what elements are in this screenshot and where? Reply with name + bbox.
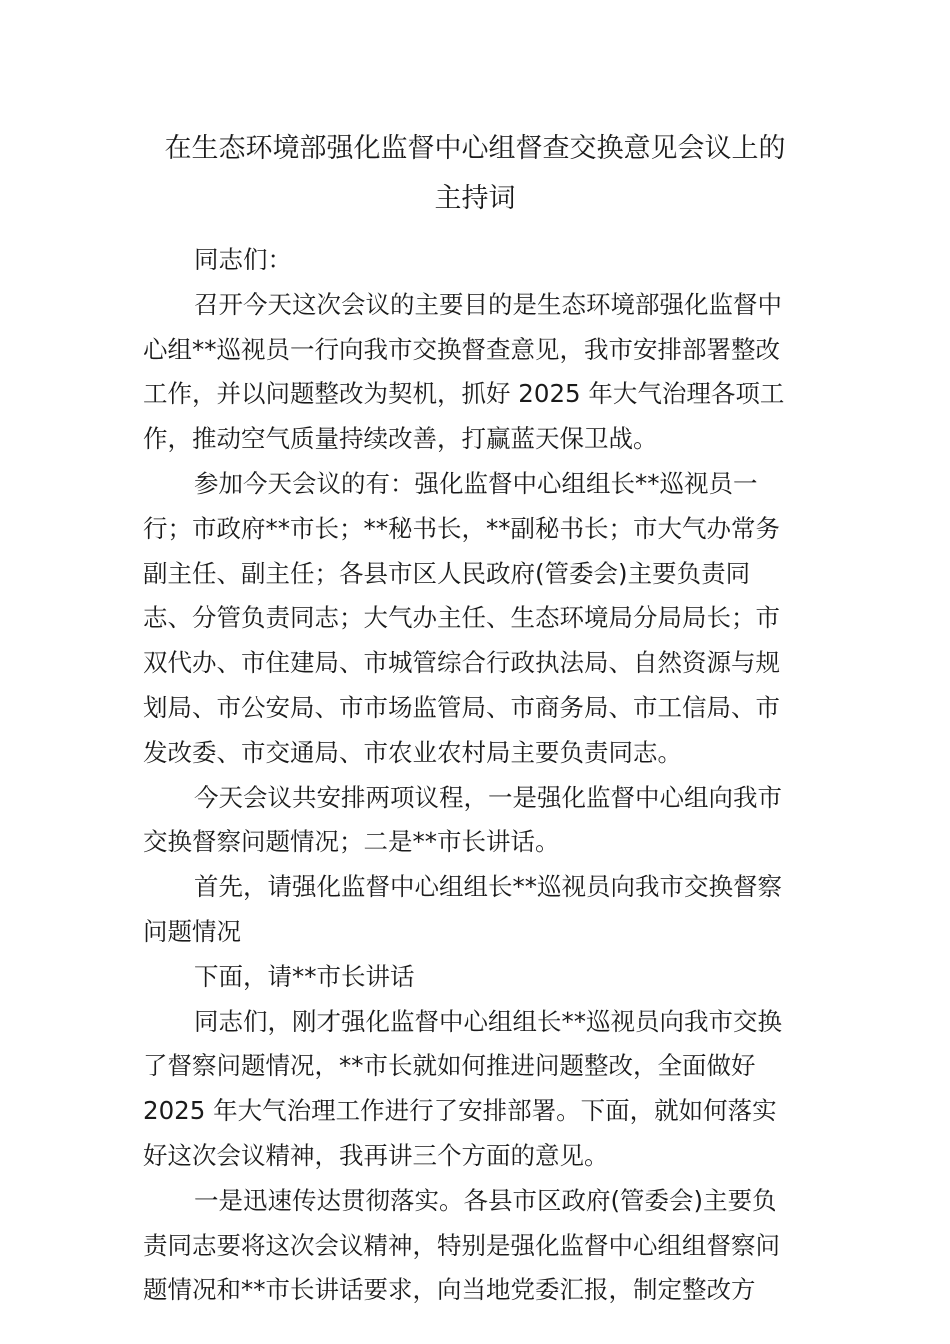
document-title — [140, 124, 810, 224]
text-line: 同志们，刚才强化监督中心组组长**巡视员向我市交换 — [194, 1006, 782, 1036]
paragraph-summary — [143, 1000, 813, 1179]
text-line: 参加今天会议的有：强化监督中心组组长**巡视员一 — [194, 468, 758, 498]
text-line: 了督察问题情况，**市长就如何推进问题整改，全面做好 — [143, 1051, 756, 1081]
paragraph-attendees — [143, 462, 813, 776]
text-line: 心组**巡视员一行向我市交换督查意见，我市安排部署整改 — [143, 334, 780, 364]
text-line: 问题情况 — [143, 916, 241, 946]
text-line: 召开今天这次会议的主要目的是生态环境部强化监督中 — [194, 289, 782, 319]
text-line: 行；市政府**市长；**秘书长，**副秘书长；市大气办常务 — [143, 513, 780, 543]
paragraph-purpose — [143, 283, 813, 462]
text-line: 题情况和**市长讲话要求，向当地党委汇报，制定整改方 — [143, 1275, 756, 1305]
text-line: 副主任、副主任；各县市区人民政府(管委会)主要负责同 — [143, 558, 751, 588]
text-line: 2025 年大气治理工作进行了安排部署。下面，就如何落实 — [143, 1096, 777, 1126]
text-line: 作，推动空气质量持续改善，打赢蓝天保卫战。 — [143, 424, 658, 454]
text-line: 一是迅速传达贯彻落实。各县市区政府(管委会)主要负 — [194, 1185, 777, 1215]
title-line: 主持词 — [434, 183, 516, 214]
text-line: 工作，并以问题整改为契机，抓好 2025 年大气治理各项工 — [143, 379, 785, 409]
text-line: 下面，请**市长讲话 — [194, 961, 415, 991]
text-line: 责同志要将这次会议精神，特别是强化监督中心组组督察问 — [143, 1230, 780, 1260]
document-body — [143, 238, 813, 1313]
text-line: 首先，请强化监督中心组组长**巡视员向我市交换督察 — [194, 872, 782, 902]
text-line: 同志们： — [194, 245, 292, 274]
title-line: 在生态环境部强化监督中心组督查交换意见会议上的 — [164, 133, 786, 164]
text-line: 双代办、市住建局、市城管综合行政执法局、自然资源与规 — [143, 648, 780, 678]
paragraph-next-item — [143, 955, 813, 1000]
text-line: 好这次会议精神，我再讲三个方面的意见。 — [143, 1140, 609, 1170]
paragraph-salutation — [143, 238, 813, 283]
text-line: 交换督察问题情况；二是**市长讲话。 — [143, 827, 560, 857]
text-line: 划局、市公安局、市市场监管局、市商务局、市工信局、市 — [143, 692, 780, 722]
text-line: 今天会议共安排两项议程，一是强化监督中心组向我市 — [194, 782, 782, 812]
paragraph-point-one — [143, 1179, 813, 1313]
paragraph-agenda — [143, 776, 813, 866]
paragraph-first-item — [143, 865, 813, 955]
text-line: 发改委、市交通局、市农业农村局主要负责同志。 — [143, 737, 682, 767]
text-line: 志、分管负责同志；大气办主任、生态环境局分局局长；市 — [143, 603, 780, 633]
